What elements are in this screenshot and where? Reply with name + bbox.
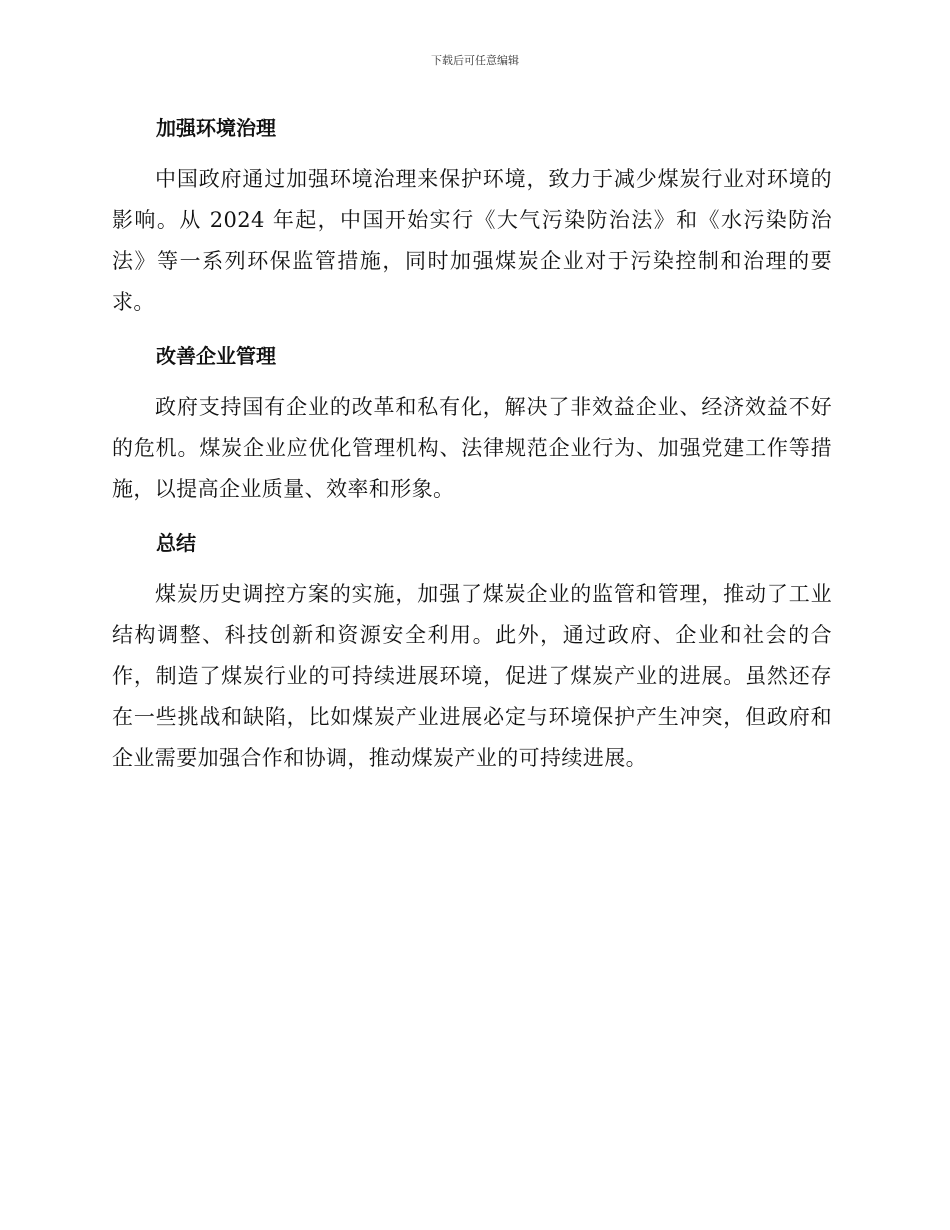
- section-heading: 加强环境治理: [156, 116, 276, 140]
- section-paragraph: 煤炭历史调控方案的实施，加强了煤炭企业的监管和管理，推动了工业结构调整、科技创新和资源安全利用。此外，通过政府、企业和社会的合作，制造了煤炭行业的可持续进展环境，促进了煤炭产业的进展。虽然还存在一些挑战和缺陷，比如煤炭产业进展必定与环境保护产生冲突，但政府和企业需要加强合作和协调，推动煤炭产业的可持续进展。: [112, 582, 832, 770]
- section-summary: [112, 524, 832, 779]
- page-header: 下载后可任意编辑: [431, 54, 519, 67]
- section-enterprise-management: [112, 337, 832, 510]
- section-paragraph: 中国政府通过加强环境治理来保护环境，致力于减少煤炭行业对环境的影响。从 2024 年起，中国开始实行《大气污染防治法》和《水污染防治法》等一系列环保监管措施，同时加强煤炭企业对于污染控制和治理的要求。: [112, 167, 832, 314]
- section-heading: 改善企业管理: [156, 344, 276, 368]
- document-body: [112, 109, 832, 793]
- section-heading: 总结: [156, 531, 196, 555]
- section-environment-governance: [112, 109, 832, 323]
- section-paragraph: 政府支持国有企业的改革和私有化，解决了非效益企业、经济效益不好的危机。煤炭企业应优化管理机构、法律规范企业行为、加强党建工作等措施，以提高企业质量、效率和形象。: [112, 395, 832, 501]
